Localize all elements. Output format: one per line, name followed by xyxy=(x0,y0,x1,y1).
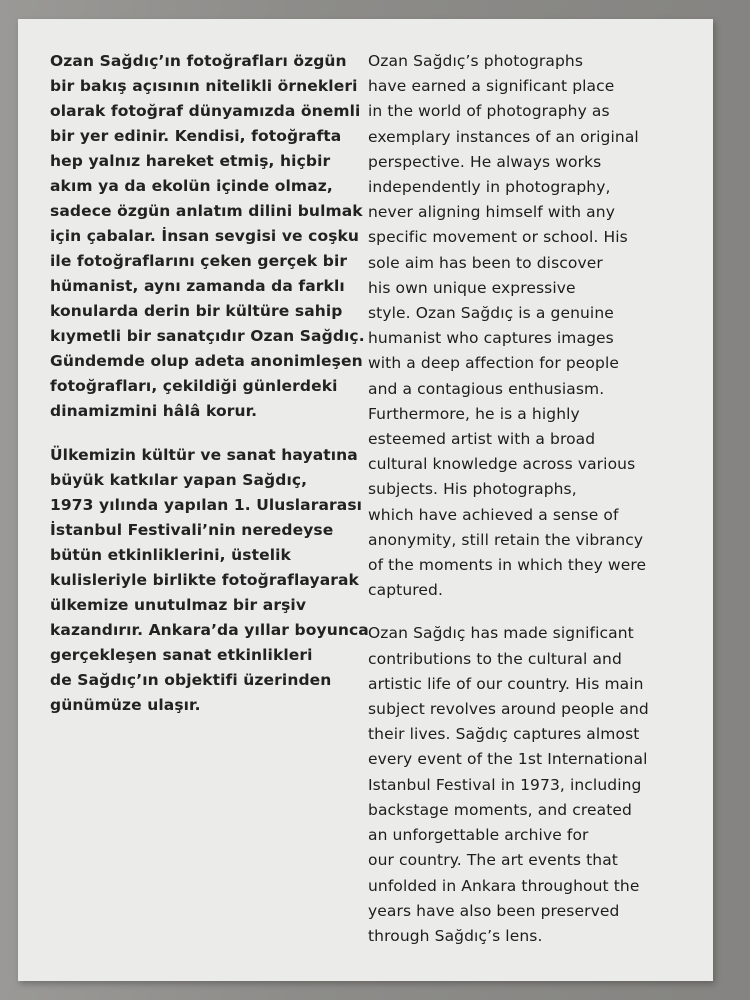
text-line: never aligning himself with any xyxy=(368,203,615,222)
text-line: bütün etkinliklerini, üstelik xyxy=(50,546,291,564)
text-line: Ozan Sağdıç has made significant xyxy=(368,624,634,643)
text-line: with a deep affection for people xyxy=(368,354,619,373)
text-line: kulisleriyle birlikte fotoğraflayarak xyxy=(50,571,359,589)
text-line: Ozan Sağdıç’ın fotoğrafları özgün xyxy=(50,52,347,70)
text-line: subjects. His photographs, xyxy=(368,480,577,499)
text-line: unfolded in Ankara throughout the xyxy=(368,876,640,895)
text-line: olarak fotoğraf dünyamızda önemli xyxy=(50,102,361,120)
english-paragraph-2 xyxy=(368,621,698,949)
text-line: bir bakış açısının nitelikli örnekleri xyxy=(50,77,358,95)
text-line: backstage moments, and created xyxy=(368,800,632,819)
text-line: years have also been preserved xyxy=(368,901,620,920)
text-line: hümanist, aynı zamanda da farklı xyxy=(50,277,345,295)
text-line: ülkemize unutulmaz bir arşiv xyxy=(50,596,307,614)
text-line: which have achieved a sense of xyxy=(368,505,619,524)
text-line: ile fotoğraflarını çeken gerçek bir xyxy=(50,252,348,270)
english-text-column xyxy=(368,49,698,949)
text-line: Ülkemizin kültür ve sanat hayatına xyxy=(50,446,358,464)
text-line: hep yalnız hareket etmiş, hiçbir xyxy=(50,152,331,170)
text-line: de Sağdıç’ın objektifi üzerinden xyxy=(50,671,332,689)
text-line: anonymity, still retain the vibrancy xyxy=(368,530,644,549)
text-line: contributions to the cultural and xyxy=(368,649,622,668)
text-line: have earned a significant place xyxy=(368,77,615,96)
text-line: cultural knowledge across various xyxy=(368,455,636,474)
text-line: Istanbul Festival in 1973, including xyxy=(368,775,642,794)
text-line: sadece özgün anlatım dilini bulmak xyxy=(50,202,363,220)
turkish-text-column xyxy=(50,49,369,718)
text-line: gerçekleşen sanat etkinlikleri xyxy=(50,646,313,664)
text-line: sole aim has been to discover xyxy=(368,253,603,272)
text-line: independently in photography, xyxy=(368,178,611,197)
text-line: bir yer edinir. Kendisi, fotoğrafta xyxy=(50,127,342,145)
turkish-paragraph-2 xyxy=(50,443,369,718)
text-line: perspective. He always works xyxy=(368,152,602,171)
text-line: every event of the 1st International xyxy=(368,750,648,769)
text-line: konularda derin bir kültüre sahip xyxy=(50,302,343,320)
text-line: an unforgettable archive for xyxy=(368,826,589,845)
text-line: 1973 yılında yapılan 1. Uluslararası xyxy=(50,496,363,514)
text-line: İstanbul Festivali’nin neredeyse xyxy=(50,521,334,539)
text-line: in the world of photography as xyxy=(368,102,610,121)
text-line: büyük katkılar yapan Sağdıç, xyxy=(50,471,308,489)
text-line: our country. The art events that xyxy=(368,851,618,870)
text-line: humanist who captures images xyxy=(368,329,614,348)
text-line: fotoğrafları, çekildiği günlerdeki xyxy=(50,377,338,395)
turkish-paragraph-1 xyxy=(50,49,365,424)
text-line: kıymetli bir sanatçıdır Ozan Sağdıç. xyxy=(50,327,365,345)
text-line: Gündemde olup adeta anonimleşen xyxy=(50,352,363,370)
text-line: Ozan Sağdıç’s photographs xyxy=(368,52,584,70)
text-line: of the moments in which they were xyxy=(368,556,647,575)
text-line: his own unique expressive xyxy=(368,278,576,297)
english-paragraph-1 xyxy=(368,49,698,603)
text-line: akım ya da ekolün içinde olmaz, xyxy=(50,177,333,195)
text-line: için çabalar. İnsan sevgisi ve coşku xyxy=(50,227,360,245)
text-line: subject revolves around people and xyxy=(368,700,649,719)
text-line: Furthermore, he is a highly xyxy=(368,404,580,423)
text-line: specific movement or school. His xyxy=(368,228,628,247)
text-line: captured. xyxy=(368,581,443,600)
text-line: and a contagious enthusiasm. xyxy=(368,379,605,398)
text-line: artistic life of our country. His main xyxy=(368,674,644,693)
text-line: through Sağdıç’s lens. xyxy=(368,926,543,945)
text-line: exemplary instances of an original xyxy=(368,127,639,146)
text-line: günümüze ulaşır. xyxy=(50,696,201,714)
text-line: style. Ozan Sağdıç is a genuine xyxy=(368,304,614,323)
text-line: dinamizmini hâlâ korur. xyxy=(50,402,258,420)
exhibition-text-panel xyxy=(18,19,713,981)
text-line: their lives. Sağdıç captures almost xyxy=(368,725,640,744)
text-line: esteemed artist with a broad xyxy=(368,430,596,449)
text-line: kazandırır. Ankara’da yıllar boyunca xyxy=(50,621,369,639)
